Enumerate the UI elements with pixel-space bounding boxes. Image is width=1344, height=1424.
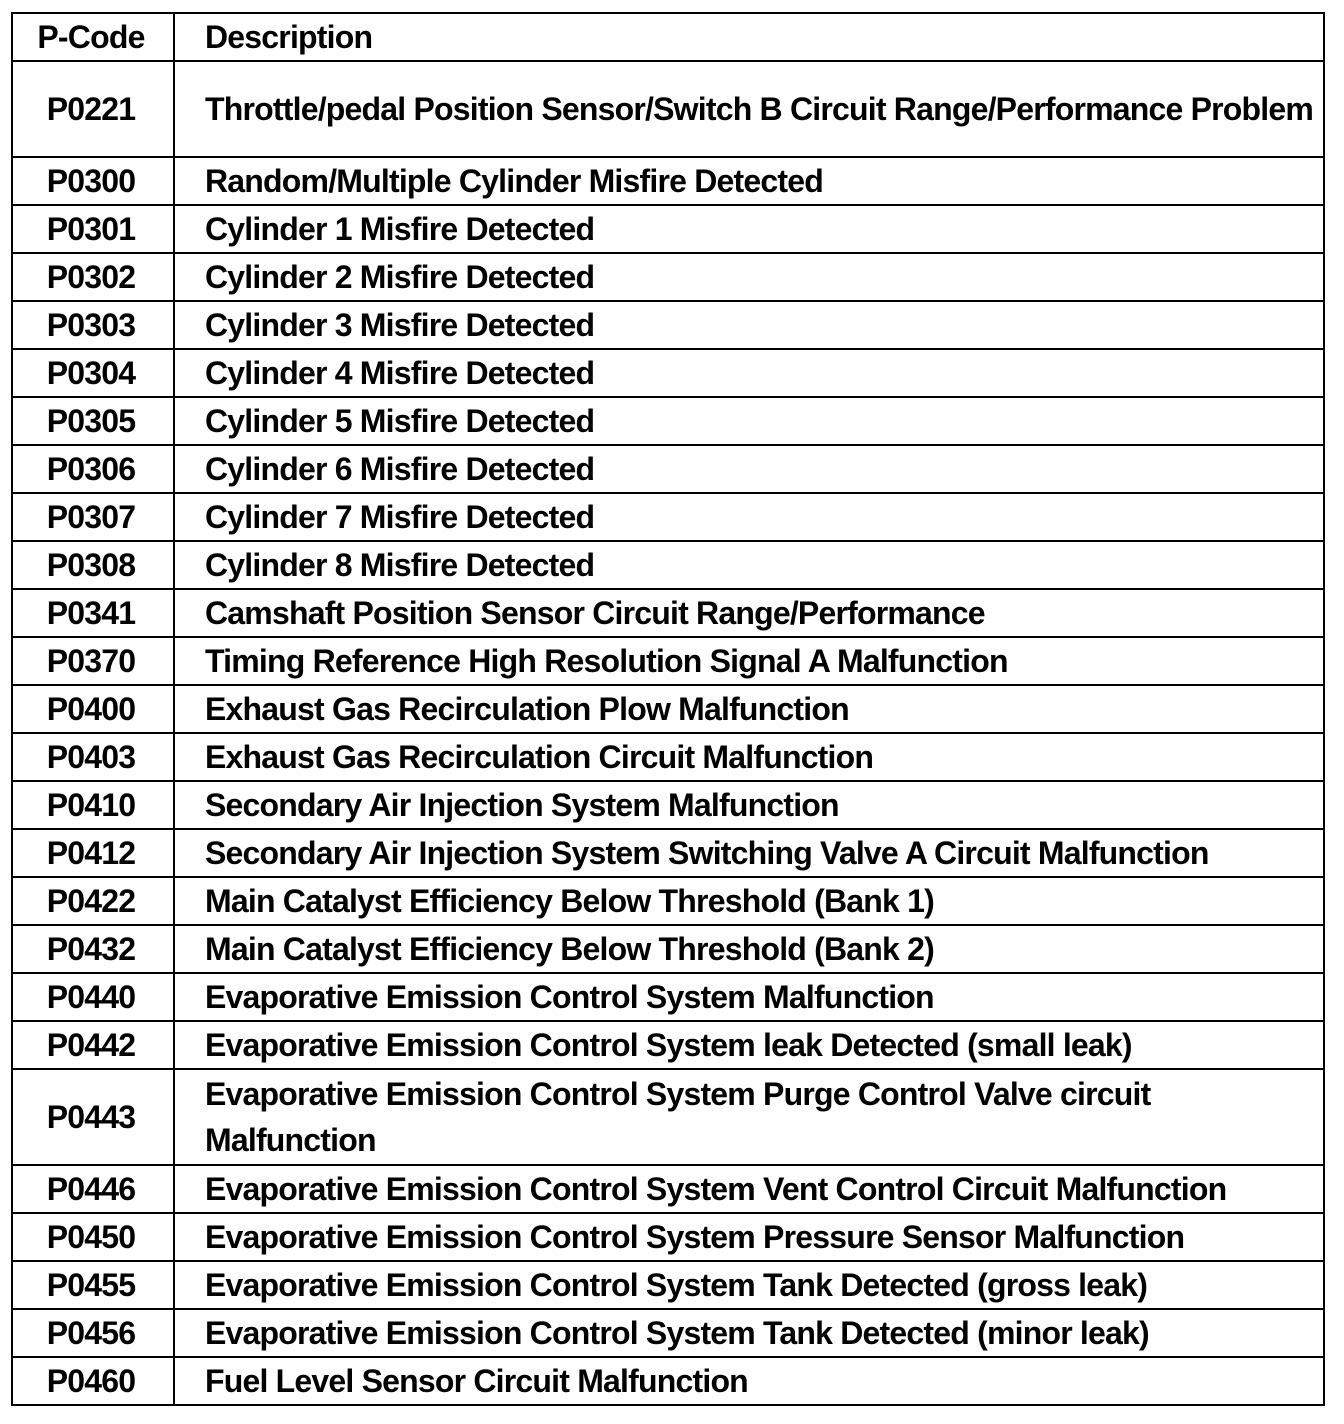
p-code-cell: P0300 — [12, 157, 174, 205]
p-code-header: P-Code — [12, 13, 174, 61]
p-code-cell: P0450 — [12, 1213, 174, 1261]
description-cell: Evaporative Emission Control System leak Detected (small leak) — [174, 1021, 1324, 1069]
p-code-cell: P0412 — [12, 829, 174, 877]
description-cell: Evaporative Emission Control System Pressure Sensor Malfunction — [174, 1213, 1324, 1261]
table-row — [12, 253, 1324, 301]
table-row — [12, 1165, 1324, 1213]
p-code-cell: P0308 — [12, 541, 174, 589]
description-cell: Cylinder 3 Misfire Detected — [174, 301, 1324, 349]
description-cell: Main Catalyst Efficiency Below Threshold (Bank 2) — [174, 925, 1324, 973]
table-row — [12, 829, 1324, 877]
table-row — [12, 1357, 1324, 1405]
description-cell: Exhaust Gas Recirculation Plow Malfunction — [174, 685, 1324, 733]
description-cell: Cylinder 7 Misfire Detected — [174, 493, 1324, 541]
p-code-cell: P0422 — [12, 877, 174, 925]
table-row — [12, 445, 1324, 493]
description-cell: Secondary Air Injection System Switching Valve A Circuit Malfunction — [174, 829, 1324, 877]
description-cell: Evaporative Emission Control System Malfunction — [174, 973, 1324, 1021]
table-row — [12, 1261, 1324, 1309]
description-cell: Cylinder 6 Misfire Detected — [174, 445, 1324, 493]
table-row — [12, 685, 1324, 733]
header-row — [12, 13, 1324, 61]
p-code-table — [11, 12, 1325, 1406]
description-cell: Cylinder 8 Misfire Detected — [174, 541, 1324, 589]
table-row — [12, 205, 1324, 253]
p-code-cell: P0301 — [12, 205, 174, 253]
table-row — [12, 877, 1324, 925]
p-code-cell: P0370 — [12, 637, 174, 685]
table-row — [12, 733, 1324, 781]
p-code-cell: P0446 — [12, 1165, 174, 1213]
description-header: Description — [174, 13, 1324, 61]
p-code-cell: P0460 — [12, 1357, 174, 1405]
description-cell: Cylinder 2 Misfire Detected — [174, 253, 1324, 301]
table-row — [12, 925, 1324, 973]
table-row — [12, 397, 1324, 445]
description-cell: Evaporative Emission Control System Tank Detected (minor leak) — [174, 1309, 1324, 1357]
p-code-cell: P0456 — [12, 1309, 174, 1357]
description-cell: Evaporative Emission Control System Purge Control Valve circuit Malfunction — [174, 1069, 1324, 1165]
table-row — [12, 1309, 1324, 1357]
table-row — [12, 61, 1324, 157]
description-cell: Random/Multiple Cylinder Misfire Detected — [174, 157, 1324, 205]
table-row — [12, 349, 1324, 397]
p-code-cell: P0403 — [12, 733, 174, 781]
p-code-cell: P0302 — [12, 253, 174, 301]
p-code-cell: P0432 — [12, 925, 174, 973]
description-cell: Secondary Air Injection System Malfunction — [174, 781, 1324, 829]
description-cell: Main Catalyst Efficiency Below Threshold (Bank 1) — [174, 877, 1324, 925]
p-code-cell: P0443 — [12, 1069, 174, 1165]
table-row — [12, 1021, 1324, 1069]
table-row — [12, 781, 1324, 829]
p-code-cell: P0305 — [12, 397, 174, 445]
p-code-cell: P0221 — [12, 61, 174, 157]
description-cell: Cylinder 1 Misfire Detected — [174, 205, 1324, 253]
p-code-cell: P0400 — [12, 685, 174, 733]
description-cell: Fuel Level Sensor Circuit Malfunction — [174, 1357, 1324, 1405]
description-cell: Exhaust Gas Recirculation Circuit Malfunction — [174, 733, 1324, 781]
p-code-cell: P0306 — [12, 445, 174, 493]
table-row — [12, 157, 1324, 205]
p-code-cell: P0341 — [12, 589, 174, 637]
description-cell: Cylinder 4 Misfire Detected — [174, 349, 1324, 397]
table-row — [12, 541, 1324, 589]
description-cell: Camshaft Position Sensor Circuit Range/Performance — [174, 589, 1324, 637]
p-code-cell: P0304 — [12, 349, 174, 397]
description-cell: Evaporative Emission Control System Tank Detected (gross leak) — [174, 1261, 1324, 1309]
table-row — [12, 589, 1324, 637]
table-row — [12, 637, 1324, 685]
table-row — [12, 301, 1324, 349]
p-code-cell: P0303 — [12, 301, 174, 349]
table-row — [12, 1069, 1324, 1165]
p-code-cell: P0442 — [12, 1021, 174, 1069]
p-code-cell: P0455 — [12, 1261, 174, 1309]
p-code-cell: P0410 — [12, 781, 174, 829]
table-row — [12, 493, 1324, 541]
description-cell: Cylinder 5 Misfire Detected — [174, 397, 1324, 445]
description-cell: Evaporative Emission Control System Vent Control Circuit Malfunction — [174, 1165, 1324, 1213]
p-code-cell: P0307 — [12, 493, 174, 541]
p-code-cell: P0440 — [12, 973, 174, 1021]
table-row — [12, 973, 1324, 1021]
table-row — [12, 1213, 1324, 1261]
description-cell: Timing Reference High Resolution Signal A Malfunction — [174, 637, 1324, 685]
description-cell: Throttle/pedal Position Sensor/Switch B Circuit Range/Performance Problem — [174, 61, 1324, 157]
